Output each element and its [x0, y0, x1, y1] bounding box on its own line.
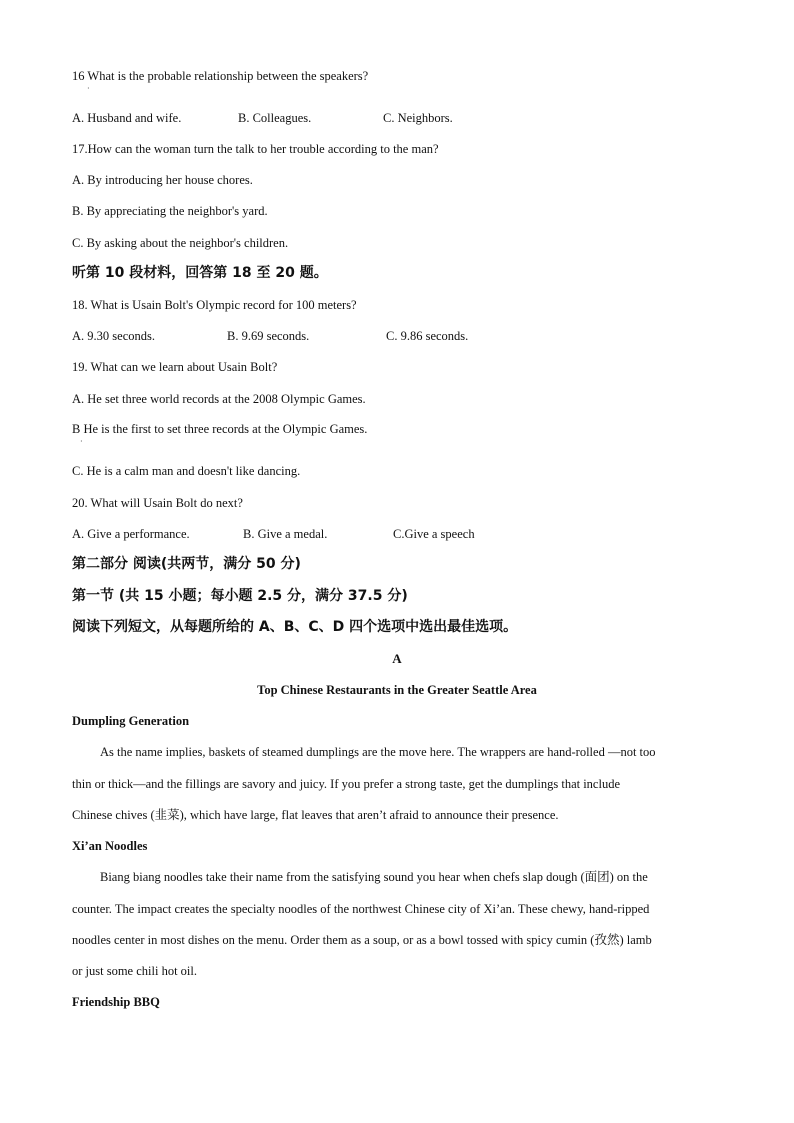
- reading-section-title: 第一节 (共 15 小题；每小题 2.5 分，满分 37.5 分): [72, 588, 408, 604]
- question-19: 19. What can we learn about Usain Bolt?: [72, 360, 278, 374]
- paragraph-line: noodles center in most dishes on the menu. Order them as a soup, or as a bowl tossed with spicy cumin (孜然) lamb: [72, 933, 652, 947]
- q20-option-b: B. Give a medal.: [243, 527, 328, 541]
- paragraph-line: thin or thick—and the fillings are savory and juicy. If you prefer a strong taste, get the dumplings that include: [72, 777, 621, 791]
- question-17: 17.How can the woman turn the talk to her trouble according to the man?: [72, 142, 439, 156]
- paragraph-line: As the name implies, baskets of steamed dumplings are the move here. The wrappers are hand-rolled —not too: [100, 745, 656, 759]
- q18-option-a: A. 9.30 seconds.: [72, 329, 155, 343]
- passage-letter: A: [392, 651, 402, 666]
- q19-option-a: A. He set three world records at the 2008 Olympic Games.: [72, 392, 366, 406]
- q20-option-c: C.Give a speech: [393, 527, 475, 541]
- q18-option-b: B. 9.69 seconds.: [227, 329, 310, 343]
- question-18: 18. What is Usain Bolt's Olympic record for 100 meters?: [72, 298, 357, 312]
- paragraph-line: or just some chili hot oil.: [72, 964, 197, 978]
- q17-option-a: A. By introducing her house chores.: [72, 173, 253, 187]
- question-16: 16 What is the probable relationship between the speakers?: [72, 69, 369, 83]
- q18-option-c: C. 9.86 seconds.: [386, 329, 469, 343]
- paragraph-line: Chinese chives (韭菜), which have large, flat leaves that aren’t afraid to announce their presence.: [72, 808, 559, 822]
- q16-option-a: A. Husband and wife.: [72, 111, 182, 125]
- q16-option-c: C. Neighbors.: [383, 111, 453, 125]
- question-20: 20. What will Usain Bolt do next?: [72, 496, 243, 510]
- q17-option-c: C. By asking about the neighbor's children.: [72, 236, 289, 250]
- q20-option-a: A. Give a performance.: [72, 527, 190, 541]
- q16-option-b: B. Colleagues.: [238, 111, 312, 125]
- stray-mark: ·: [87, 84, 90, 93]
- listening-section-instruction: 听第 10 段材料，回答第 18 至 20 题。: [72, 265, 328, 281]
- restaurant-name: Friendship BBQ: [72, 995, 160, 1009]
- q17-option-b: B. By appreciating the neighbor's yard.: [72, 204, 268, 218]
- stray-mark: ·: [80, 437, 83, 446]
- passage-title: Top Chinese Restaurants in the Greater Seattle Area: [257, 683, 537, 697]
- reading-part-title: 第二部分 阅读(共两节，满分 50 分): [72, 556, 301, 572]
- q19-option-c: C. He is a calm man and doesn't like dancing.: [72, 464, 301, 478]
- q19-option-b: B He is the first to set three records at the Olympic Games.: [72, 422, 368, 436]
- paragraph-line: Biang biang noodles take their name from the satisfying sound you hear when chefs slap dough (面团) on the: [100, 870, 648, 884]
- restaurant-name: Dumpling Generation: [72, 714, 190, 728]
- restaurant-name: Xi’an Noodles: [72, 839, 148, 853]
- paragraph-line: counter. The impact creates the specialty noodles of the northwest Chinese city of Xi’an. These chewy, hand-ripped: [72, 902, 650, 916]
- reading-instruction: 阅读下列短文，从每题所给的 A、B、C、D 四个选项中选出最佳选项。: [72, 619, 518, 635]
